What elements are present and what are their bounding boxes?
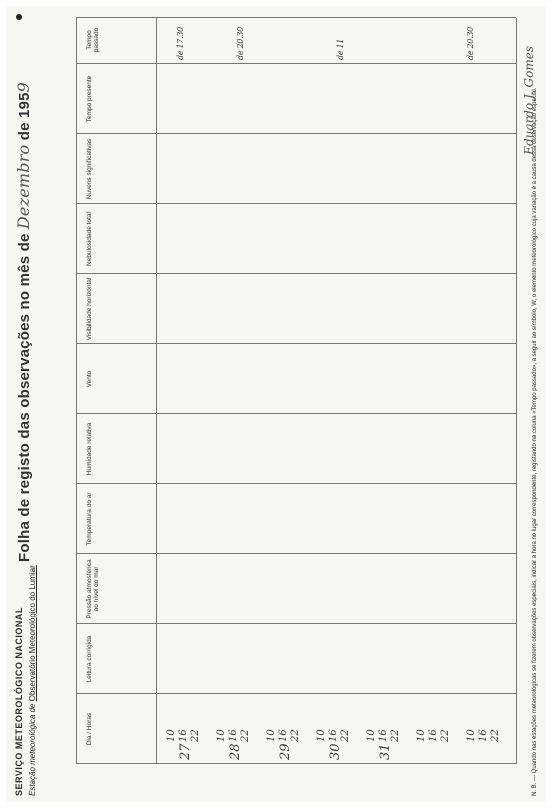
remark: de 20.30 <box>236 27 245 60</box>
header-pressure: Leitura corrigida <box>86 635 93 683</box>
corner-dot <box>16 14 22 20</box>
grid-line <box>76 763 516 764</box>
row-hour: 10 <box>416 729 427 742</box>
remark: de 17.30 <box>176 27 185 60</box>
grid-line <box>76 203 516 204</box>
row-day: 28 <box>228 743 243 760</box>
remark: de 20.30 <box>466 27 475 60</box>
row-hour: 16 <box>328 729 339 742</box>
row-hour: 10 <box>466 729 477 742</box>
grid-line <box>76 693 516 694</box>
row-hour: 16 <box>428 729 439 742</box>
header-temperature: Temperatura do ar <box>86 492 93 546</box>
grid-line <box>76 133 516 134</box>
grid-line <box>76 273 516 274</box>
grid-line <box>76 483 516 484</box>
row-hour: 22 <box>440 729 451 742</box>
row-hour: 10 <box>216 729 227 742</box>
grid-line <box>76 18 77 764</box>
row-hour: 22 <box>290 729 301 742</box>
grid-line <box>76 343 516 344</box>
page-title <box>14 82 33 562</box>
grid-line <box>76 553 516 554</box>
row-hour: 10 <box>366 729 377 742</box>
header-present: Tempo presente <box>86 75 93 123</box>
row-hour: 22 <box>340 729 351 742</box>
row-hour: 16 <box>378 729 389 742</box>
row-hour: 16 <box>178 729 189 742</box>
row-hour: 22 <box>490 729 501 742</box>
row-hour: 10 <box>166 729 177 742</box>
header-humidity: Humidade relativa <box>86 422 93 476</box>
row-hour: 22 <box>240 729 251 742</box>
grid-line <box>76 623 516 624</box>
row-day: 30 <box>328 743 343 760</box>
header-visibility: Visibilidade horizontal <box>86 277 93 341</box>
year-prefix: de 195 <box>16 92 33 141</box>
remark: de 11 <box>336 38 345 60</box>
row-day: 27 <box>178 743 193 760</box>
year-digit: 9 <box>14 81 33 93</box>
rotated-form <box>6 6 546 802</box>
station-line <box>28 565 37 796</box>
observation-sheet <box>6 6 546 802</box>
header-sea-level: Pressão atmosférica ao nível do mar <box>86 559 101 619</box>
row-day: 29 <box>278 743 293 760</box>
row-day: 31 <box>378 743 393 760</box>
station-name: Observatório Meteorológico do Lumiar <box>28 565 37 702</box>
grid-line <box>516 18 517 764</box>
header-clouds: Nuvens significativas <box>86 138 93 200</box>
row-hour: 16 <box>478 729 489 742</box>
grid-line <box>76 17 516 18</box>
header-day-hours: Dia / Horas <box>86 712 93 746</box>
grid-line <box>156 18 157 764</box>
row-hour: 10 <box>316 729 327 742</box>
title-prefix: Folha de registo das observações no mês de <box>16 233 33 562</box>
row-hour: 10 <box>266 729 277 742</box>
row-hour: 22 <box>390 729 401 742</box>
month-handwritten: Dezembro <box>14 144 33 230</box>
row-hour: 22 <box>190 729 201 742</box>
station-prefix: Estação meteorológica de <box>28 703 37 796</box>
header-wind: Vento <box>86 370 93 388</box>
row-hour: 16 <box>228 729 239 742</box>
signature: Eduardo J. Gomes <box>522 46 536 155</box>
header-cloudiness: Nebulosidade total <box>86 212 93 266</box>
grid-line <box>76 63 516 64</box>
footnote: N. B. — Quando nas estações meteorológicas se fizerem observações especiais, indicar a hora no lugar correspondente, registando na coluna «Tempo passado», a seguir ao símbolo, W, o elemento meteorológico cuja variação é a causa dessa observação especial. <box>532 87 538 796</box>
service-name: SERVIÇO METEOROLÓGICO NACIONAL <box>14 607 24 796</box>
row-hour: 16 <box>278 729 289 742</box>
grid-line <box>76 413 516 414</box>
header-past: Tempo passado <box>86 27 101 53</box>
